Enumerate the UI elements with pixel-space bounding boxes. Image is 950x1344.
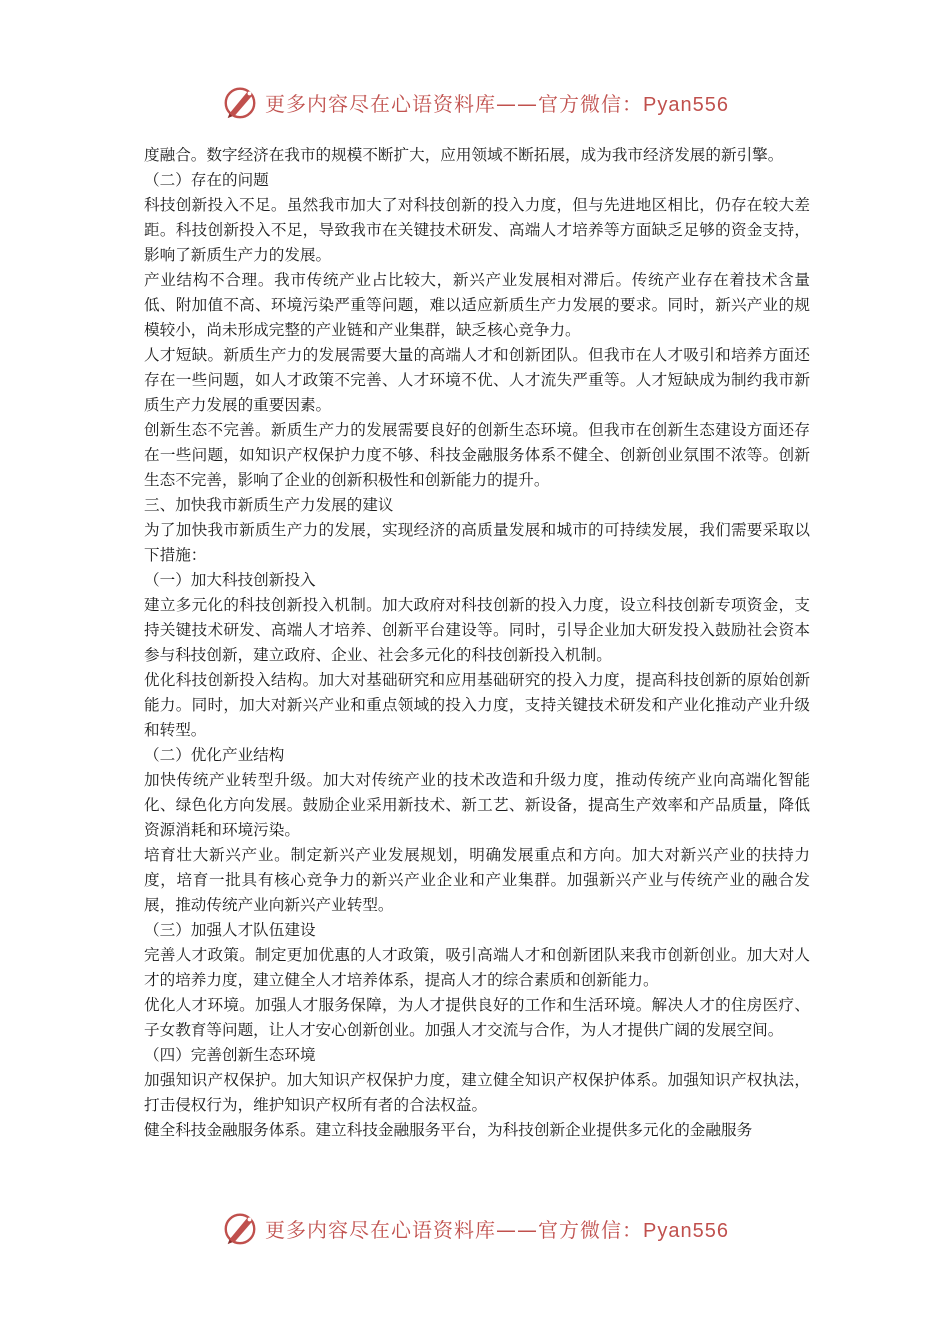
pen-logo-icon — [221, 83, 259, 121]
section-heading: （二）存在的问题 — [144, 171, 269, 189]
paragraph: 为了加快我市新质生产力的发展，实现经济的高质量发展和城市的可持续发展，我们需要采取以下措施： — [144, 521, 810, 564]
pen-logo-icon — [221, 1209, 259, 1247]
paragraph: 健全科技金融服务体系。建立科技金融服务平台，为科技创新企业提供多元化的金融服务 — [144, 1121, 753, 1139]
section-heading: （二）优化产业结构 — [144, 746, 285, 764]
banner-text: 更多内容尽在心语资料库——官方微信：Pyan556 — [265, 91, 729, 116]
paragraph: 完善人才政策。制定更加优惠的人才政策，吸引高端人才和创新团队来我市创新创业。加大对人才的培养力度，建立健全人才培养体系，提高人才的综合素质和创新能力。 — [144, 946, 810, 989]
section-heading: （三）加强人才队伍建设 — [144, 921, 316, 939]
header-banner — [0, 80, 950, 124]
paragraph: 科技创新投入不足。虽然我市加大了对科技创新的投入力度，但与先进地区相比，仍存在较大差距。科技创新投入不足，导致我市在关键技术研发、高端人才培养等方面缺乏足够的资金支持，影响了新质生产力的发展。 — [144, 196, 810, 264]
paragraph: 加快传统产业转型升级。加大对传统产业的技术改造和升级力度，推动传统产业向高端化智能化、绿色化方向发展。鼓励企业采用新技术、新工艺、新设备，提高生产效率和产品质量，降低资源消耗和环境污染。 — [144, 771, 810, 839]
wechat-id: Pyan556 — [643, 93, 729, 116]
footer-banner — [0, 1206, 950, 1250]
paragraph: 优化科技创新投入结构。加大对基础研究和应用基础研究的投入力度，提高科技创新的原始创新能力。同时，加大对新兴产业和重点领域的投入力度，支持关键技术研发和产业化推动产业升级和转型。 — [144, 671, 810, 739]
paragraph: 人才短缺。新质生产力的发展需要大量的高端人才和创新团队。但我市在人才吸引和培养方面还存在一些问题，如人才政策不完善、人才环境不优、人才流失严重等。人才短缺成为制约我市新质生产力发展的重要因素。 — [144, 346, 810, 414]
paragraph-continuation: 度融合。数字经济在我市的规模不断扩大，应用领域不断拓展，成为我市经济发展的新引擎。 — [144, 146, 784, 164]
paragraph: 创新生态不完善。新质生产力的发展需要良好的创新生态环境。但我市在创新生态建设方面还存在一些问题，如知识产权保护力度不够、科技金融服务体系不健全、创新创业氛围不浓等。创新生态不完善，影响了企业的创新积极性和创新能力的提升。 — [144, 421, 810, 489]
section-heading: 三、加快我市新质生产力发展的建议 — [144, 496, 394, 514]
paragraph: 产业结构不合理。我市传统产业占比较大，新兴产业发展相对滞后。传统产业存在着技术含量低、附加值不高、环境污染严重等问题，难以适应新质生产力发展的要求。同时，新兴产业的规模较小，尚未形成完整的产业链和产业集群，缺乏核心竞争力。 — [144, 271, 810, 339]
banner-text: 更多内容尽在心语资料库——官方微信：Pyan556 — [265, 1217, 729, 1242]
paragraph: 培育壮大新兴产业。制定新兴产业发展规划，明确发展重点和方向。加大对新兴产业的扶持力度，培育一批具有核心竞争力的新兴产业企业和产业集群。加强新兴产业与传统产业的融合发展，推动传统产业向新兴产业转型。 — [144, 846, 810, 914]
paragraph: 建立多元化的科技创新投入机制。加大政府对科技创新的投入力度，设立科技创新专项资金，支持关键技术研发、高端人才培养、创新平台建设等。同时，引导企业加大研发投入鼓励社会资本参与科技创新，建立政府、企业、社会多元化的科技创新投入机制。 — [144, 596, 810, 664]
document-body — [144, 143, 810, 1143]
section-heading: （一）加大科技创新投入 — [144, 571, 316, 589]
paragraph: 加强知识产权保护。加大知识产权保护力度，建立健全知识产权保护体系。加强知识产权执法，打击侵权行为，维护知识产权所有者的合法权益。 — [144, 1071, 810, 1114]
paragraph: 优化人才环境。加强人才服务保障，为人才提供良好的工作和生活环境。解决人才的住房医疗、子女教育等问题，让人才安心创新创业。加强人才交流与合作，为人才提供广阔的发展空间。 — [144, 996, 810, 1039]
wechat-id: Pyan556 — [643, 1219, 729, 1242]
section-heading: （四）完善创新生态环境 — [144, 1046, 316, 1064]
